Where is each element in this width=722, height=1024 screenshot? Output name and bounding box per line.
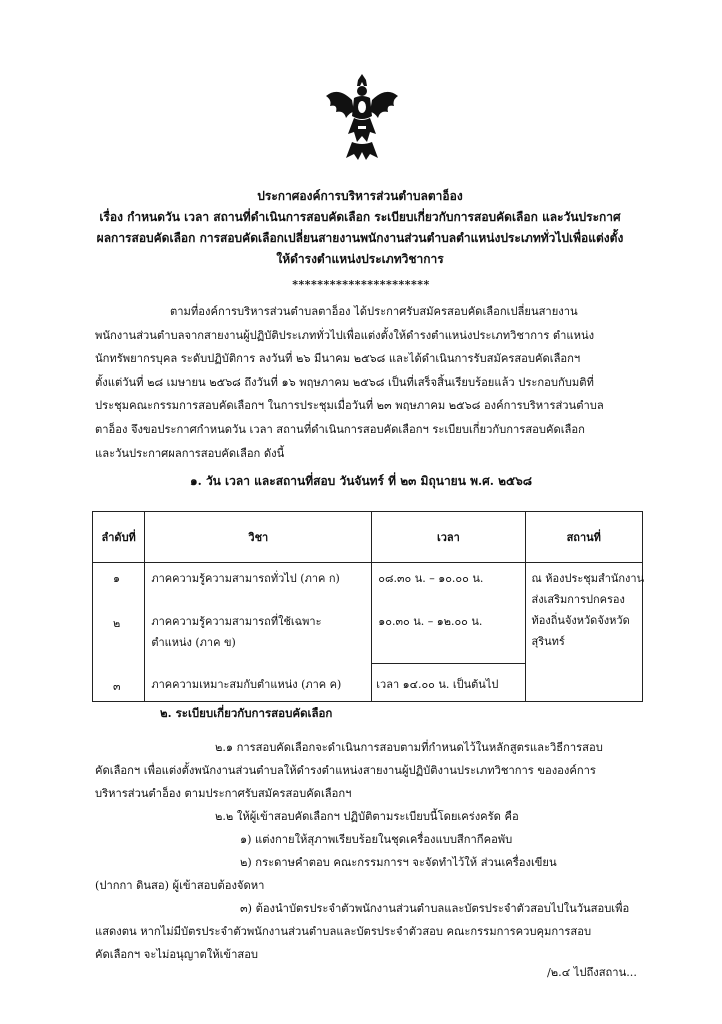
place-column <box>525 563 645 702</box>
row-3-no: ๓ <box>113 680 121 693</box>
rule-item-2-continued: (ปากกา ดินสอ) ผู้เข้าสอบต้องจัดหา <box>95 879 265 892</box>
row-3-time: เวลา ๑๔.๐๐ น. เป็นต้นไป <box>376 678 499 691</box>
row-2-subject-line-1: ภาคความรู้ความสามารถที่ใช้เฉพาะ <box>151 615 322 628</box>
title-line-3: ผลการสอบคัดเลือก การสอบคัดเลือกเปลี่ยนสายงานพนักงานส่วนตำบลตำแหน่งประเภททั่วไปเพื่อแต่งตั้ง <box>96 231 624 245</box>
title-line-4: ให้ดำรงตำแหน่งประเภทวิชาการ <box>276 252 444 266</box>
rule-item-2: ๒) กระดาษคำตอบ คณะกรรมการฯ จะจัดทำไว้ให้ ส่วนเครื่องเขียน <box>240 856 557 869</box>
row-1-time: ๐๘.๓๐ น. – ๑๐.๐๐ น. <box>378 572 484 585</box>
row-1-no: ๑ <box>113 572 120 585</box>
place-line-3: ท้องถิ่นจังหวัดจังหวัด <box>531 614 630 627</box>
exam-schedule-table <box>92 511 643 702</box>
place-line-1: ณ ห้องประชุมสำนักงาน <box>531 572 645 585</box>
table-row <box>93 563 643 702</box>
intro-line-5: ประชุมคณะกรรมการสอบคัดเลือกฯ ในการประชุมเมื่อวันที่ ๒๓ พฤษภาคม ๒๕๖๘ องค์การบริหารส่วนตำบล <box>95 399 604 413</box>
subject-column <box>145 563 372 702</box>
row-2-no: ๒ <box>113 617 121 630</box>
title-line-2: เรื่อง กำหนดวัน เวลา สถานที่ดำเนินการสอบคัดเลือก ระเบียบเกี่ยวกับการสอบคัดเลือก และวันประกาศ <box>99 210 621 224</box>
intro-line-1: ตามที่องค์การบริหารส่วนตำบลตาอ็อง ได้ประกาศรับสมัครสอบคัดเลือกเปลี่ยนสายงาน <box>170 305 578 318</box>
row-1-subject: ภาคความรู้ความสามารถทั่วไป (ภาค ก) <box>151 572 340 585</box>
intro-line-6: ตาอ็อง จึงขอประกาศกำหนดวัน เวลา สถานที่ดำเนินการสอบคัดเลือกฯ ระเบียบเกี่ยวกับการสอบคัดเลือก <box>95 422 585 436</box>
section-1-heading: ๑. วัน เวลา และสถานที่สอบ วันจันทร์ ที่ ๒๓ มิถุนายน พ.ศ. ๒๕๖๘ <box>189 474 533 488</box>
rule-item-1: ๑) แต่งกายให้สุภาพเรียบร้อยในชุดเครื่องแบบสีกากีคอพับ <box>240 833 513 846</box>
no-column <box>93 563 145 702</box>
intro-paragraph <box>95 300 643 465</box>
intro-line-7: และวันประกาศผลการสอบคัดเลือก ดังนี้ <box>95 446 285 460</box>
row-2-time: ๑๐.๓๐ น. – ๑๒.๐๐ น. <box>378 615 483 628</box>
intro-line-3: นักทรัพยากรบุคล ระดับปฏิบัติการ ลงวันที่ ๒๖ มีนาคม ๒๕๖๘ และได้ดำเนินการรับสมัครสอบคัดเลือกฯ <box>95 352 581 366</box>
p22-text: ๒.๒ ให้ผู้เข้าสอบคัดเลือกฯ ปฏิบัติตามระเบียบนี้โดยเคร่งครัด คือ <box>215 810 519 823</box>
rule-item-3-line-3: คัดเลือกฯ จะไม่อนุญาตให้เข้าสอบ <box>95 948 259 961</box>
table-header-row <box>93 512 643 563</box>
page-continuation: /๒.๔ ไปถึงสถาน... <box>547 966 637 979</box>
row-2-subject-line-2: ตำแหน่ง (ภาค ข) <box>151 636 236 649</box>
header-time: เวลา <box>372 512 525 563</box>
header-place: สถานที่ <box>525 512 642 563</box>
intro-line-4: ตั้งแต่วันที่ ๒๘ เมษายน ๒๕๖๘ ถึงวันที่ ๑๖ พฤษภาคม ๒๕๖๘ เป็นที่เสร็จสิ้นเรียบร้อยแล้ว ประกอบกับมติที่ <box>95 375 594 389</box>
title-separator: ********************** <box>292 278 430 291</box>
p21-line-1: ๒.๑ การสอบคัดเลือกจะดำเนินการสอบตามที่กำหนดไว้ในหลักสูตรและวิธีการสอบ <box>215 741 603 754</box>
garuda-emblem-icon <box>324 72 400 164</box>
intro-line-2: พนักงานส่วนตำบลจากสายงานผู้ปฏิบัติประเภททั่วไปเพื่อแต่งตั้งให้ดำรงตำแหน่งประเภทวิชาการ ตำแหน่ง <box>95 328 595 342</box>
section-2-heading: ๒. ระเบียบเกี่ยวกับการสอบคัดเลือก <box>160 706 333 720</box>
p21-line-2: คัดเลือกฯ เพื่อแต่งตั้งพนักงานส่วนตำบลให้ดำรงตำแหน่งสายงานผู้ปฏิบัติงานประเภทวิชาการ ขององค์การ <box>95 764 596 777</box>
row-3-subject: ภาคความเหมาะสมกับตำแหน่ง (ภาค ค) <box>151 678 342 691</box>
p21-line-3: บริหารส่วนตำอ็อง ตามประกาศรับสมัครสอบคัดเลือกฯ <box>95 787 352 800</box>
place-line-2: ส่งเสริมการปกครอง <box>531 593 625 606</box>
place-line-4: สุรินทร์ <box>531 635 565 648</box>
time-column <box>372 563 525 702</box>
time-row-divider <box>372 663 524 664</box>
document-title-block <box>60 186 660 270</box>
header-subject: วิชา <box>145 512 372 563</box>
title-line-1: ประกาศองค์การบริหารส่วนตำบลตาอ็อง <box>257 189 463 203</box>
header-no: ลำดับที่ <box>93 512 145 563</box>
rule-item-3-line-1: ๓) ต้องนำบัตรประจำตัวพนักงานส่วนตำบลและบัตรประจำตัวสอบไปในวันสอบเพื่อ <box>240 902 630 915</box>
rule-item-3-line-2: แสดงตน หากไม่มีบัตรประจำตัวพนักงานส่วนตำบลและบัตรประจำตัวสอบ คณะกรรมการควบคุมการสอบ <box>95 925 592 938</box>
